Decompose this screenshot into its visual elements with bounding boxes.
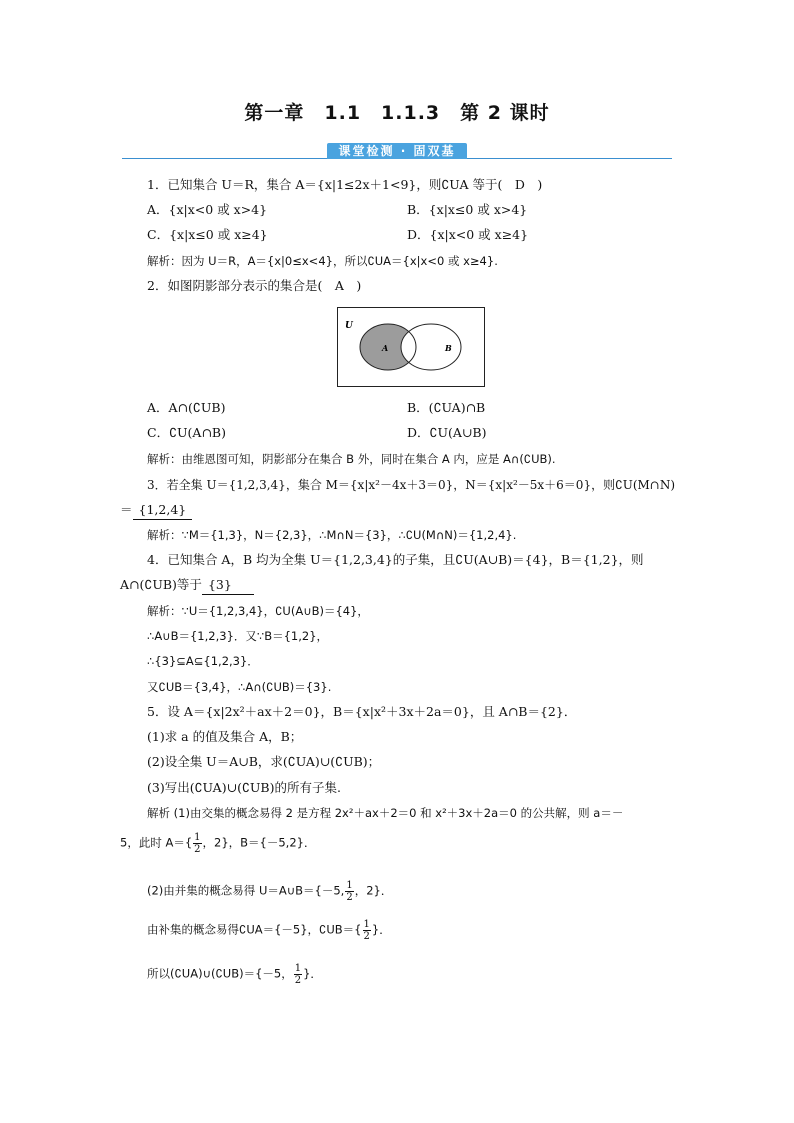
q4-solution-3: ∴{3}⊆A⊆{1,2,3}．	[147, 654, 259, 668]
solution-label: 解析：	[147, 452, 182, 466]
q4-answer-line	[120, 576, 254, 595]
q1-solution	[147, 252, 498, 270]
q5-part-2: (2)设全集 U＝A∪B，求(∁UA)∪(∁UB)；	[147, 754, 381, 769]
solution-label: 解析：	[147, 254, 182, 268]
q1-stem: 1．已知集合 U＝R，集合 A＝{x|1≤2x＋1<9}，则∁UA 等于( D )	[147, 177, 543, 192]
solution-text: 由维恩图可知，阴影部分在集合 B 外，同时在集合 A 内，应是 A∩(∁UB).	[181, 452, 556, 466]
q3-equals: ＝	[120, 502, 133, 517]
fraction: $\frac{1}{2}$	[346, 880, 353, 903]
label-b: B	[445, 343, 452, 353]
q1-option-b: B．{x|x≤0 或 x>4}	[407, 202, 528, 217]
q4-answer: {3}	[202, 576, 254, 595]
q4-solution-2: ∴A∪B＝{1,2,3}．又∵B＝{1,2}，	[147, 629, 329, 643]
solution-text: 因为 U＝R，A＝{x|0≤x<4}，所以∁UA＝{x|x<0 或 x≥4}.	[181, 254, 498, 268]
solution-label: 解析：	[147, 528, 182, 542]
q2-option-c: C．∁U(A∩B)	[147, 425, 226, 440]
section-banner: 课堂检测 · 固双基	[327, 143, 467, 159]
q1-option-a: A．{x|x<0 或 x>4}	[147, 202, 268, 217]
q5-stem: 5．设 A＝{x|2x²＋ax＋2＝0}，B＝{x|x²＋3x＋2a＝0}，且 A∩B＝{2}．	[147, 704, 577, 719]
q1-option-c: C．{x|x≤0 或 x≥4}	[147, 227, 268, 242]
q5-part-3: (3)写出(∁UA)∪(∁UB)的所有子集.	[147, 780, 341, 795]
q3-answer-line	[120, 501, 192, 520]
label-u: U	[345, 321, 353, 331]
q3-answer: {1,2,4}	[133, 501, 193, 520]
fraction: $\frac{1}{2}$	[194, 832, 201, 855]
q5-solution-2: (2)由并集的概念易得 U＝A∪B＝{－5, $\frac{1}{2}$ ，2}．	[147, 880, 393, 903]
q2-stem: 2．如图阴影部分表示的集合是( A )	[147, 278, 362, 293]
q5-solution-4: 所以(∁UA)∪(∁UB)＝{－5， $\frac{1}{2}$ }．	[147, 963, 322, 986]
page-title: 第一章 1.1 1.1.3 第 2 课时	[244, 102, 550, 124]
q2-option-b: B．(∁UA)∩B	[407, 400, 486, 415]
q1-option-d: D．{x|x<0 或 x≥4}	[407, 227, 529, 242]
venn-diagram	[337, 307, 485, 387]
label-a: A	[382, 343, 389, 353]
solution-text: ∵U＝{1,2,3,4}，∁U(A∪B)＝{4}，	[181, 604, 369, 618]
q3-solution	[147, 526, 516, 544]
q3-stem: 3．若全集 U＝{1,2,3,4}，集合 M＝{x|x²－4x＋3＝0}，N＝{x|x²－5x＋6＝0}，则∁U(M∩N)	[147, 478, 676, 492]
solution-label: 解析：	[147, 604, 182, 618]
fraction: $\frac{1}{2}$	[294, 963, 302, 986]
solution-label: 解析	[147, 806, 170, 820]
q5-part-1: (1)求 a 的值及集合 A，B；	[147, 729, 303, 744]
q5-solution-3: 由补集的概念易得∁UA＝{－5}，∁UB＝{ $\frac{1}{2}$ }．	[147, 919, 391, 942]
solution-text: ∵M＝{1,3}，N＝{2,3}，∴M∩N＝{3}，∴∁U(M∩N)＝{1,2,4}.	[181, 528, 517, 542]
fraction: $\frac{1}{2}$	[363, 919, 370, 942]
q4-stem: 4．已知集合 A，B 均为全集 U＝{1,2,3,4}的子集，且∁U(A∪B)＝{4}，B＝{1,2}，则	[147, 552, 644, 567]
q4-solution-4: 又∁UB＝{3,4}，∴A∩(∁UB)＝{3}.	[147, 680, 332, 694]
q4-solution-1	[147, 602, 369, 620]
q2-option-d: D．∁U(A∪B)	[407, 425, 487, 440]
solution-text: (1)由交集的概念易得 2 是方程 2x²＋ax＋2＝0 和 x²＋3x＋2a＝0 的公共解，则 a＝－	[173, 806, 624, 820]
q5-solution-1b: 5，此时 A＝{ $\frac{1}{2}$ ，2}，B＝{－5,2}．	[120, 832, 316, 855]
q2-solution	[147, 450, 556, 468]
q4-stem-cont: A∩(∁UB)等于	[120, 577, 202, 592]
q5-solution-1	[147, 804, 623, 822]
q2-option-a: A．A∩(∁UB)	[147, 400, 226, 415]
